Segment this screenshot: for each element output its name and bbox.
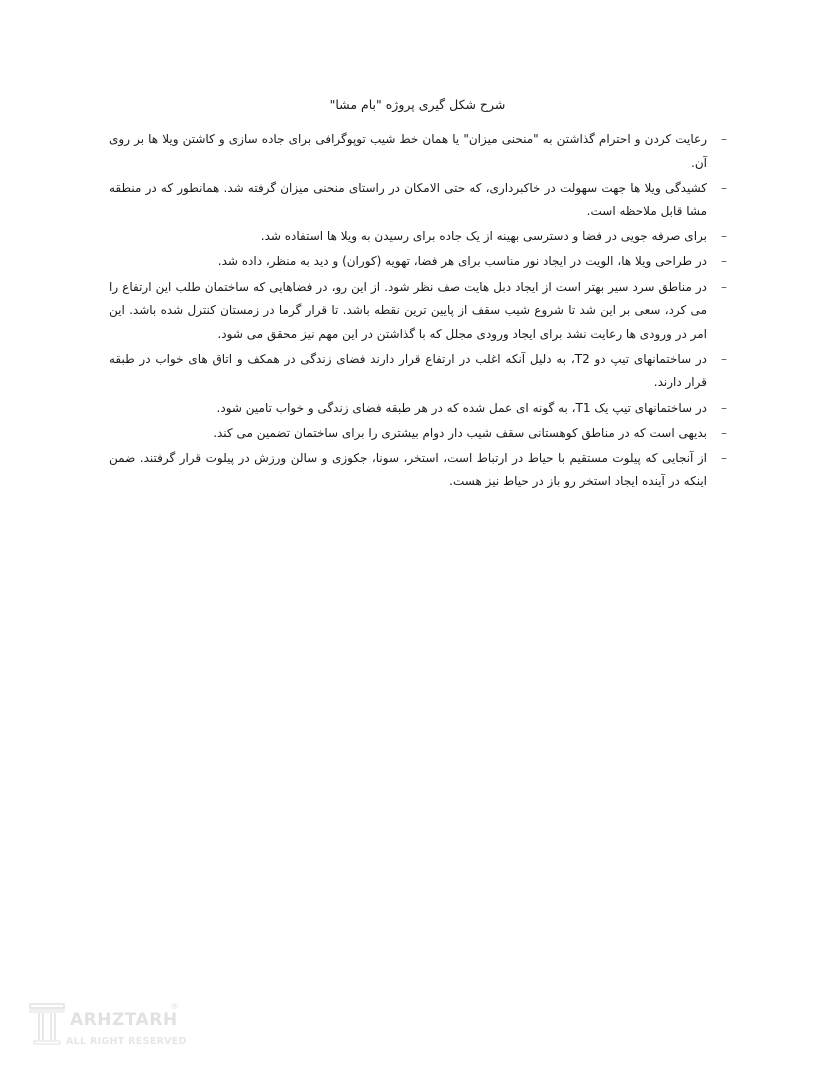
item-list [109, 128, 731, 495]
list-item [109, 128, 731, 175]
list-item [109, 422, 731, 446]
list-item-text: از آنجایی که پیلوت مستقیم با حیاط در ارتباط است، استخر، سونا، جکوزی و سالن ورزش در پیلوت قرار گرفتند. ضمن اینکه در آینده ایجاد استخر رو باز در حیاط نیز هست. [109, 450, 707, 489]
bullet-dash: – [721, 279, 727, 294]
list-item [109, 250, 731, 274]
bullet-dash: – [721, 132, 727, 146]
list-item-text: برای صرفه جویی در فضا و دسترسی بهینه از یک جاده برای رسیدن به ویلا ها استفاده شد. [260, 229, 707, 244]
list-item-text: در ساختمانهای تیپ دو T2، به دلیل آنکه اغلب در ارتفاع قرار دارند فضای زندگی در همکف و اتاق های خواب در طبقه قرار دارند. [109, 351, 708, 390]
bullet-dash: – [721, 450, 727, 465]
list-item-text: کشیدگی ویلا ها جهت سهولت در خاکبرداری، که حتی الامکان در راستای منحنی میزان گرفته شد. همانطور که در منطقه مشا قابل ملاحظه است. [109, 180, 707, 219]
bullet-dash: – [721, 254, 727, 269]
list-item [109, 447, 731, 494]
bullet-dash: – [721, 180, 727, 195]
bullet-dash: – [721, 229, 727, 244]
list-item [109, 177, 731, 224]
watermark-subtitle: ALL RIGHT RESERVED [66, 1036, 187, 1047]
document-title: شرح شکل گیری پروژه "بام مشا" [329, 97, 506, 112]
list-item [109, 225, 731, 249]
watermark [28, 1000, 188, 1052]
list-item [109, 276, 731, 347]
columns-logo-icon [28, 1000, 68, 1050]
bullet-dash: – [721, 400, 727, 415]
list-item-text: در مناطق سرد سیر بهتر است از ایجاد دبل هایت صف نظر شود. از این رو، در فضاهایی که ساختمان طلب این ارتفاع را می کرد، سعی بر این شد تا شروع شیب سقف از پایین ترین نقطه باشد. تا قرار گرما در زمستان کنترل شده باشد. این امر در ورودی ها رعایت نشد برای ایجاد ورودی مجلل که با گذاشتن در این مهم نیز محقق می شود. [109, 279, 707, 341]
bullet-dash: – [721, 425, 727, 440]
registered-mark: ® [170, 1002, 179, 1012]
bullet-dash: – [721, 351, 727, 366]
list-item-text: در طراحی ویلا ها، الویت در ایجاد نور مناسب برای هر فضا، تهویه (کوران) و دید به منظر، داده شد. [217, 254, 707, 269]
list-item [109, 348, 731, 395]
list-item [109, 397, 731, 421]
list-item-text: رعایت کردن و احترام گذاشتن به "منحنی میزان" یا همان خط شیب توپوگرافی برای جاده سازی و کاشتن ویلا ها بر روی آن. [109, 132, 707, 170]
watermark-brand: ARHZTARH [70, 1010, 178, 1030]
list-item-text: بدیهی است که در مناطق کوهستانی سقف شیب دار دوام بیشتری را برای ساختمان تضمین می کند. [213, 425, 707, 440]
list-item-text: در ساختمانهای تیپ یک T1، به گونه ای عمل شده که در هر طبقه فضای زندگی و خواب تامین شود. [216, 400, 707, 415]
